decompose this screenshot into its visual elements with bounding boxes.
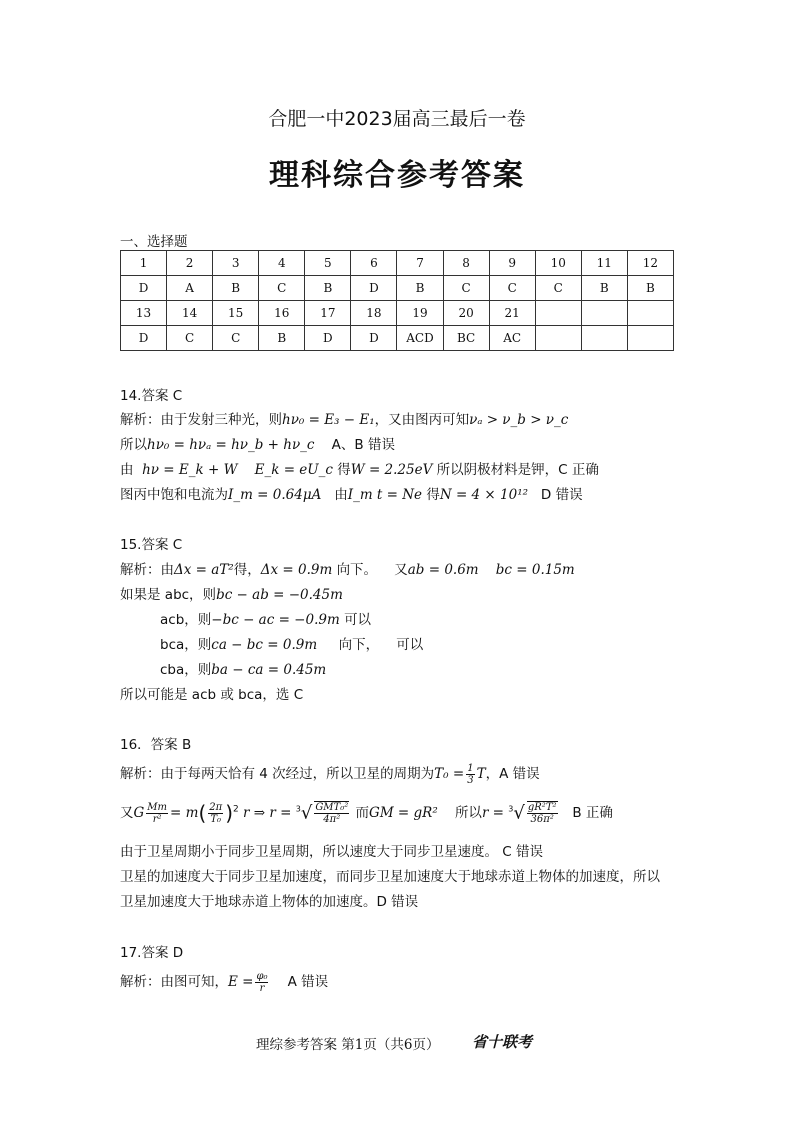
table-cell: 18 bbox=[351, 301, 397, 326]
table-cell: C bbox=[443, 276, 489, 301]
fraction: $\frac{1}{3}$ bbox=[467, 762, 474, 786]
table-cell: 15 bbox=[213, 301, 259, 326]
q15-line2: 如果是 abc，则bc − ab = −0.45m bbox=[120, 587, 343, 603]
answer-table bbox=[120, 250, 674, 351]
q14-line2: 所以hν₀ = hνₐ = hν_b + hν_c A、B 错误 bbox=[120, 437, 395, 453]
q14-line3: 由 hν = E_k + W E_k = eU_c 得W = 2.25eV 所以阴极材料是钾，C 正确 bbox=[120, 462, 599, 478]
page-footer: 理综参考答案 第1页（共6页） bbox=[256, 1037, 440, 1053]
q15-line5: cba，则ba − ca = 0.45m bbox=[160, 662, 327, 678]
table-cell: 1 bbox=[121, 251, 167, 276]
fraction: $\frac{\text{φ₀}}{r}$ bbox=[256, 970, 268, 994]
table-cell: 12 bbox=[627, 251, 673, 276]
q14-heading: 14.答案 C bbox=[120, 388, 183, 404]
q17-heading: 17.答案 D bbox=[120, 945, 184, 961]
page-title: 理科综合参考答案 bbox=[269, 158, 525, 193]
table-cell: 2 bbox=[167, 251, 213, 276]
table-cell: D bbox=[121, 276, 167, 301]
table-cell: 4 bbox=[259, 251, 305, 276]
table-cell: 3 bbox=[213, 251, 259, 276]
q15-line6: 所以可能是 acb 或 bca，选 C bbox=[120, 687, 304, 703]
table-cell: 21 bbox=[489, 301, 535, 326]
table-cell: 5 bbox=[305, 251, 351, 276]
table-cell: 9 bbox=[489, 251, 535, 276]
table-cell: A bbox=[167, 276, 213, 301]
table-cell: C bbox=[167, 326, 213, 351]
q16-line4: 卫星的加速度大于同步卫星加速度，而同步卫星加速度大于地球赤道上物体的加速度，所以 bbox=[120, 869, 660, 885]
table-cell: 7 bbox=[397, 251, 443, 276]
table-cell: D bbox=[121, 326, 167, 351]
q16-heading: 16．答案 B bbox=[120, 737, 192, 753]
root-fraction: $\frac{\text{gR²T²}}{\text{36π²}}$ bbox=[527, 802, 557, 825]
table-cell bbox=[581, 301, 627, 326]
q17-line1: 解析：由图可知，E = $\frac{\text{φ₀}}{r}$ A 错误 bbox=[120, 970, 329, 994]
table-cell: 14 bbox=[167, 301, 213, 326]
table-cell: C bbox=[259, 276, 305, 301]
table-cell: C bbox=[213, 326, 259, 351]
table-cell: 20 bbox=[443, 301, 489, 326]
table-cell: 6 bbox=[351, 251, 397, 276]
q15-line3: acb，则−bc − ac = −0.9m 可以 bbox=[160, 612, 372, 628]
root-fraction: $\frac{\text{GMT₀²}}{\text{4π²}}$ bbox=[315, 802, 349, 825]
table-cell: ACD bbox=[397, 326, 443, 351]
table-cell: C bbox=[535, 276, 581, 301]
table-cell: 13 bbox=[121, 301, 167, 326]
table-cell: B bbox=[581, 276, 627, 301]
table-row bbox=[121, 251, 674, 276]
fraction: $\frac{Mm}{\text{r²}}$ bbox=[147, 801, 168, 825]
table-cell: 8 bbox=[443, 251, 489, 276]
exam-seal: 省十联考 bbox=[472, 1033, 533, 1051]
table-cell: D bbox=[305, 326, 351, 351]
table-cell: B bbox=[627, 276, 673, 301]
fraction: $\frac{2\pi}{\text{T₀}}$ bbox=[209, 801, 223, 825]
table-cell: AC bbox=[489, 326, 535, 351]
table-cell: D bbox=[351, 276, 397, 301]
table-cell: D bbox=[351, 326, 397, 351]
table-cell: B bbox=[305, 276, 351, 301]
table-cell: 17 bbox=[305, 301, 351, 326]
q14-line4: 图丙中饱和电流为I_m = 0.64μA 由I_m t = Ne 得N = 4 × 10¹² D 错误 bbox=[120, 487, 583, 503]
q16-line3: 由于卫星周期小于同步卫星周期，所以速度大于同步卫星速度。 C 错误 bbox=[120, 844, 544, 860]
section-label: 一、选择题 bbox=[120, 234, 188, 250]
table-cell: BC bbox=[443, 326, 489, 351]
table-row bbox=[121, 301, 674, 326]
table-cell: C bbox=[489, 276, 535, 301]
table-row bbox=[121, 326, 674, 351]
table-cell: 11 bbox=[581, 251, 627, 276]
table-cell: B bbox=[259, 326, 305, 351]
q14-line1: 解析：由于发射三种光，则hν₀ = E₃ − E₁，又由图丙可知νₐ > ν_b > ν_c bbox=[120, 412, 569, 428]
table-cell: 10 bbox=[535, 251, 581, 276]
table-cell bbox=[535, 326, 581, 351]
table-cell bbox=[627, 301, 673, 326]
q16-line1: 解析：由于每两天恰有 4 次经过，所以卫星的周期为T₀ = $\frac{1}{3}$ T，A 错误 bbox=[120, 762, 540, 786]
q15-heading: 15.答案 C bbox=[120, 537, 183, 553]
table-cell: B bbox=[213, 276, 259, 301]
school-title: 合肥一中2023届高三最后一卷 bbox=[268, 108, 526, 130]
q16-line5: 卫星加速度大于地球赤道上物体的加速度。D 错误 bbox=[120, 894, 419, 910]
table-row bbox=[121, 276, 674, 301]
q15-line1: 解析：由Δx = aT²得，Δx = 0.9m 向下。 又ab = 0.6m bc = 0.15m bbox=[120, 562, 575, 578]
table-cell bbox=[535, 301, 581, 326]
table-cell: B bbox=[397, 276, 443, 301]
q16-line2: 又G $\frac{Mm}{\text{r²}}$ = m( $\frac{2\pi}{\text{T₀}}$ )$^2$ r ⇒ r = $^3$√ $\frac{\text{GMT₀²}}{\text{4π²}}$ 而GM = gR² 所以r = $^3$√ $\frac{\text{gR²T²}}{\text{36π²}}$ B 正确 bbox=[120, 801, 613, 825]
table-cell bbox=[581, 326, 627, 351]
q15-line4: bca，则ca − bc = 0.9m 向下， 可以 bbox=[160, 637, 424, 653]
table-cell bbox=[627, 326, 673, 351]
table-cell: 19 bbox=[397, 301, 443, 326]
table-cell: 16 bbox=[259, 301, 305, 326]
